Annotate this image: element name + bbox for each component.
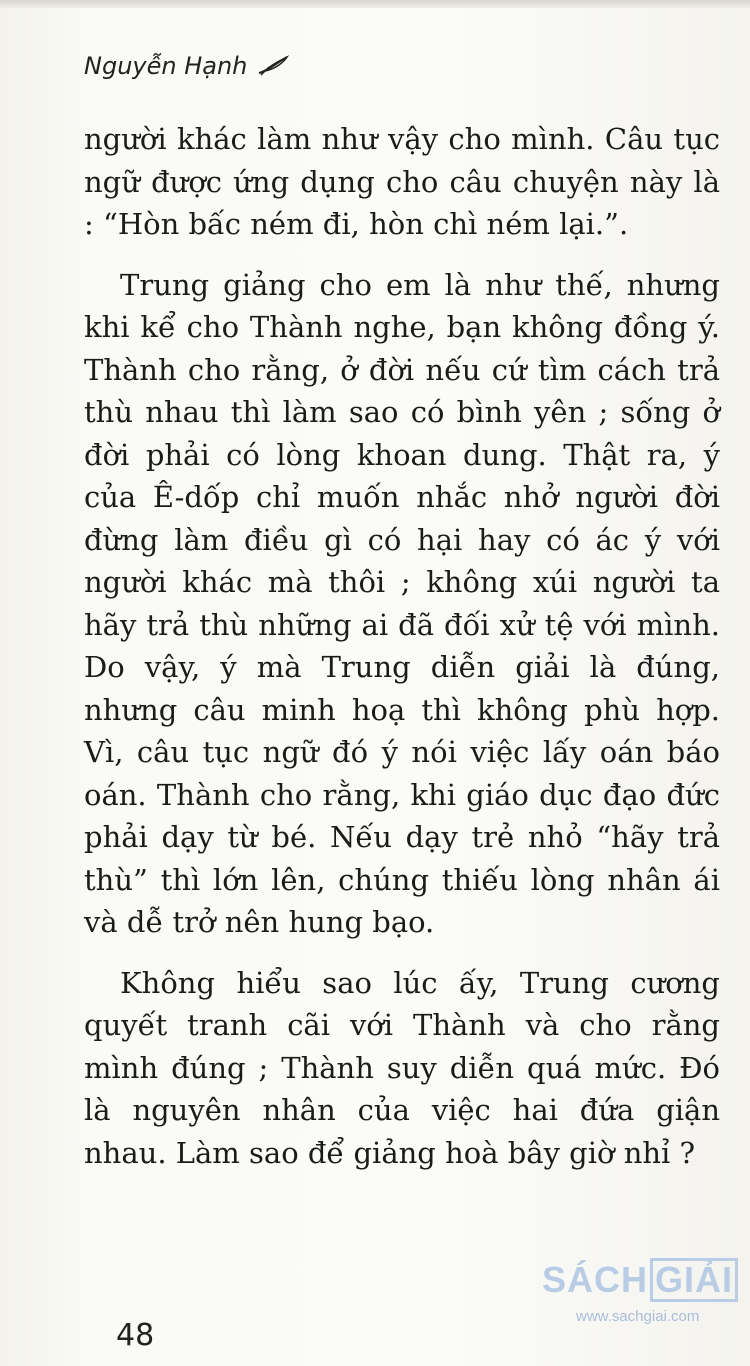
page-number: 48	[116, 1318, 155, 1353]
paragraph-2: Trung giảng cho em là như thế, nhưng khi kể cho Thành nghe, bạn không đồng ý. Thành cho rằng, ở đời nếu cứ tìm cách trả thù nhau thì làm sao có bình yên ; sống ở đời phải có lòng khoan dung. Thật ra, ý của Ê-dốp chỉ muốn nhắc nhở người đời đừng làm điều gì có hại hay có ác ý với người khác mà thôi ; không xúi người ta hãy trả thù những ai đã đối xử tệ với mình. Do vậy, ý mà Trung diễn giải là đúng, nhưng câu minh hoạ thì không phù hợp. Vì, câu tục ngữ đó ý nói việc lấy oán báo oán. Thành cho rằng, khi giáo dục đạo đức phải dạy từ bé. Nếu dạy trẻ nhỏ “hãy trả thù” thì lớn lên, chúng thiếu lòng nhân ái và dễ trở nên hung bạo.	[84, 267, 720, 939]
paragraph-1: người khác làm như vậy cho mình. Câu tục ngữ được ứng dụng cho câu chuyện này là : “Hòn bấc ném đi, hòn chì ném lại.”.	[84, 122, 720, 241]
author-name: Nguyễn Hạnh	[84, 52, 248, 80]
watermark-text-giai: GIẢI	[650, 1258, 738, 1302]
top-edge-shadow	[0, 0, 750, 8]
watermark-text-sach: SÁCH	[542, 1259, 649, 1300]
watermark-url: www.sachgiai.com	[576, 1308, 700, 1325]
sachgiai-watermark	[542, 1258, 748, 1325]
running-header	[84, 52, 291, 80]
paragraph-3: Không hiểu sao lúc ấy, Trung cương quyết tranh cãi với Thành và cho rằng mình đúng ; Thành suy diễn quá mức. Đó là nguyên nhân của việc hai đứa giận nhau. Làm sao để giảng hoà bây giờ nhỉ ?	[84, 965, 720, 1170]
body-text	[84, 118, 720, 1192]
quill-pen-icon	[257, 55, 291, 77]
